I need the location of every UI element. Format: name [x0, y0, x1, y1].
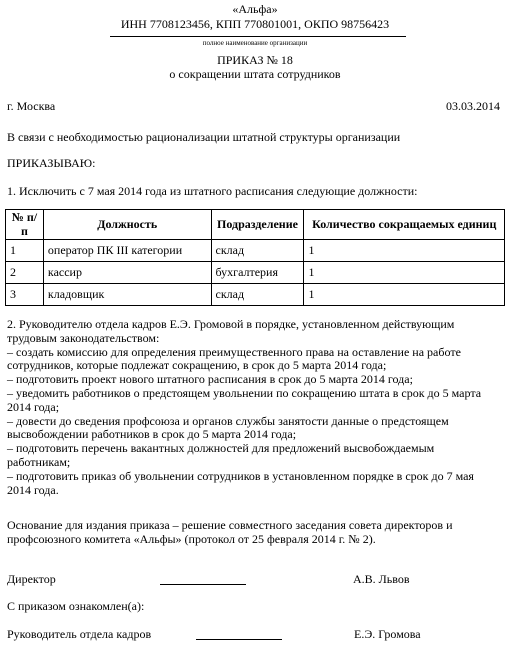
basis-line: профсоюзного комитета «Альфы» (протокол от 25 февраля 2014 г. № 2).	[7, 532, 376, 546]
acquainted-label: С приказом ознакомлен(а):	[7, 599, 145, 613]
cell-position: кладовщик	[43, 283, 211, 305]
cell-count: 1	[304, 239, 505, 261]
column-header-department: Подразделение	[211, 210, 304, 240]
item-2-line: – подготовить приказ об увольнении сотрудников в установленном порядке в срок до 7 мая	[7, 468, 474, 483]
hr-label: Руководитель отдела кадров	[7, 627, 152, 641]
order-subject: о сокращении штата сотрудников	[169, 67, 341, 81]
column-header-position: Должность	[43, 210, 211, 240]
table-row	[6, 261, 505, 283]
item-2-line: – довести до сведения профсоюза и органов службы занятости данные о предстоящем	[7, 413, 449, 428]
order-word: ПРИКАЗЫВАЮ:	[7, 156, 96, 170]
table-row	[6, 239, 505, 261]
hr-signature-line	[196, 639, 282, 640]
cell-number: 3	[6, 283, 44, 305]
cell-count: 1	[304, 283, 505, 305]
cell-number: 2	[6, 261, 44, 283]
table-header-row	[6, 210, 505, 240]
organization-name: «Альфа»	[232, 2, 278, 16]
preamble: В связи с необходимостью рационализации штатной структуры организации	[7, 130, 401, 144]
director-signature-line	[160, 584, 246, 585]
item-2-line: – подготовить проект нового штатного расписания в срок до 5 марта 2014 года;	[7, 372, 413, 387]
director-label: Директор	[7, 572, 56, 586]
table-row	[6, 283, 505, 305]
cell-position: кассир	[43, 261, 211, 283]
cell-number: 1	[6, 239, 44, 261]
cell-department: бухгалтерия	[211, 261, 304, 283]
positions-table	[5, 209, 505, 306]
item-2-line: высвобождении работников в срок до 5 марта 2014 года;	[7, 427, 297, 442]
item-2-line: сотрудников, которые подлежат сокращению, в срок до 5 марта 2014 года;	[7, 358, 387, 373]
order-date: 03.03.2014	[446, 99, 500, 113]
organization-caption: полное наименование организации	[202, 39, 308, 47]
item-2-line: 2. Руководителю отдела кадров Е.Э. Громовой в порядке, установленном действующим	[7, 317, 455, 331]
cell-position: оператор ПК III категории	[43, 239, 211, 261]
item-1: 1. Исключить с 7 мая 2014 года из штатного расписания следующие должности:	[7, 184, 418, 198]
item-2-line: 2014 года;	[7, 399, 60, 414]
place-of-issue: г. Москва	[7, 99, 56, 113]
cell-department: склад	[211, 239, 304, 261]
item-2-line: трудовым законодательством:	[7, 330, 160, 345]
director-name: А.В. Львов	[353, 572, 410, 586]
basis-line: Основание для издания приказа – решение совместного заседания совета директоров и	[7, 518, 453, 532]
item-2-line: – уведомить работников о предстоящем увольнении по сокращению штата в срок до 5 марта	[7, 385, 482, 400]
hr-name: Е.Э. Громова	[354, 627, 421, 641]
order-title: ПРИКАЗ № 18	[217, 53, 293, 67]
column-header-number: № п/п	[6, 210, 44, 240]
item-2-line: – подготовить перечень вакантных должностей для предложений высвобождаемым	[7, 441, 435, 456]
cell-count: 1	[304, 261, 505, 283]
basis	[7, 518, 453, 546]
item-2-line: 2014 года.	[7, 482, 59, 497]
item-2-line: работникам;	[7, 454, 71, 469]
organization-ids: ИНН 7708123456, КПП 770801001, ОКПО 98756423	[120, 17, 390, 31]
item-2	[7, 318, 481, 497]
item-2-line: – создать комиссию для определения преимущественного права на оставление на работе	[7, 344, 461, 359]
header-rule	[110, 36, 406, 37]
cell-department: склад	[211, 283, 304, 305]
column-header-count: Количество сокращаемых единиц	[304, 210, 505, 240]
